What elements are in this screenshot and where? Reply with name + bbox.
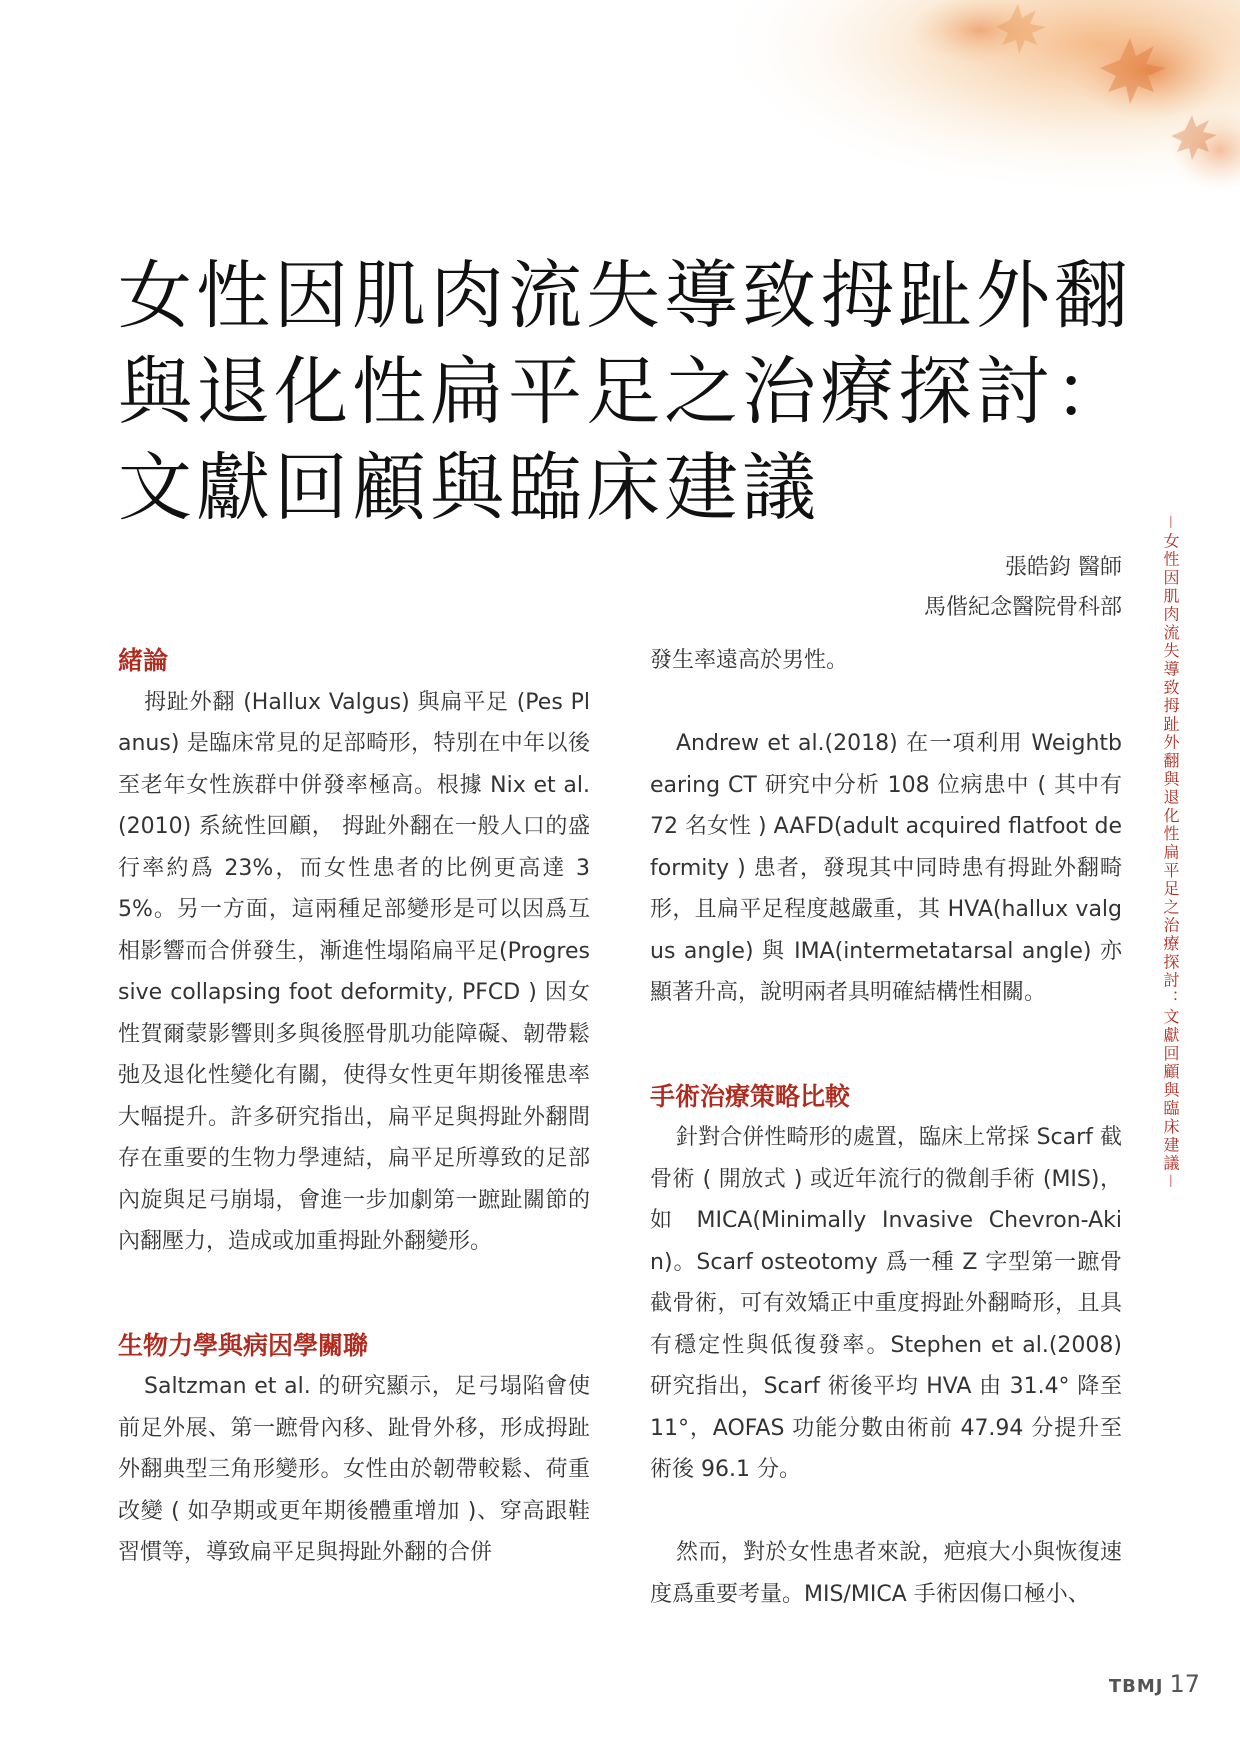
intro-paragraph: 拇趾外翻 (Hallux Valgus) 與扁平足 (Pes Planus) 是臨床常見的足部畸形，特別在中年以後至老年女性族群中併發率極高。根據 Nix et al.(2010) 系統性回顧， 拇趾外翻在一般人口的盛行率約爲 23%，而女性患者的比例更高達 35%。另一方面，這兩種足部變形是可以因爲互相影響而合併發生，漸進性塌陷扁平足(Progressive collapsing foot deformity, PFCD ) 因女性賀爾蒙影響則多與後脛骨肌功能障礙、韌帶鬆弛及退化性變化有關，使得女性更年期後罹患率大幅提升。許多研究指出，扁平足與拇趾外翻間存在重要的生物力學連結，扁平足所導致的足部內旋與足弓崩塌，會進一步加劇第一蹠趾關節的內翻壓力，造成或加重拇趾外翻變形。 (118, 689, 590, 1254)
author-name: 張皓鈞 醫師 (1005, 555, 1122, 580)
title-line-2: 與退化性扁平足之治療探討： (118, 349, 1132, 435)
biomech-paragraph-1-continued: 發生率遠高於男性。 (650, 648, 849, 673)
article-title (118, 248, 1132, 536)
title-line-3: 文獻回顧與臨床建議 (118, 445, 820, 531)
left-column (118, 640, 590, 1574)
title-line-1: 女性因肌肉流失導致拇趾外翻 (118, 253, 1132, 339)
maple-leaf-decoration (680, 0, 1240, 220)
journal-name: TBMJ (1108, 1676, 1164, 1697)
page-footer (1109, 1670, 1200, 1698)
author-affiliation: 馬偕紀念醫院骨科部 (923, 595, 1122, 620)
section-heading-intro: 緒論 (118, 646, 169, 675)
section-heading-surgery: 手術治療策略比較 (650, 1081, 851, 1111)
side-running-title: －女性因肌肉流失導致拇趾外翻與退化性扁平足之治療探討：文獻回顧與臨床建議－ (1161, 514, 1180, 1192)
author-block (924, 548, 1122, 628)
page-number: 17 (1169, 1670, 1200, 1698)
surgery-paragraph-2: 然而，對於女性患者來說，疤痕大小與恢復速度爲重要考量。MIS/MICA 手術因傷口極小、 (650, 1540, 1122, 1607)
right-column (650, 640, 1122, 1615)
biomech-paragraph-2: Andrew et al.(2018) 在一項利用 Weightbearing CT 研究中分析 108 位病患中 ( 其中有 72 名女性 ) AAFD(adult acquired flatfoot deformity ) 患者，發現其中同時患有拇趾外翻畸形，且扁平足程度越嚴重，其 HVA(hallux valgus angle) 與 IMA(intermetatarsal angle) 亦顯著升高，說明兩者具明確結構性相關。 (650, 731, 1122, 1005)
biomech-paragraph-1: Saltzman et al. 的研究顯示，足弓塌陷會使前足外展、第一蹠骨內移、趾骨外移，形成拇趾外翻典型三角形變形。女性由於韌帶較鬆、荷重改變 ( 如孕期或更年期後體重增加 )、穿高跟鞋習慣等，導致扁平足與拇趾外翻的合併 (118, 1374, 590, 1565)
section-heading-biomech: 生物力學與病因學關聯 (118, 1330, 369, 1360)
surgery-paragraph-1: 針對合併性畸形的處置，臨床上常採 Scarf 截骨術 ( 開放式 ) 或近年流行的微創手術 (MIS)，如 MICA(Minimally Invasive Chevron-Akin)。Scarf osteotomy 爲一種 Z 字型第一蹠骨截骨術，可有效矯正中重度拇趾外翻畸形，且具有穩定性與低復發率。Stephen et al.(2008) 研究指出，Scarf 術後平均 HVA 由 31.4° 降至 11°，AOFAS 功能分數由術前 47.94 分提升至術後 96.1 分。 (650, 1125, 1122, 1482)
